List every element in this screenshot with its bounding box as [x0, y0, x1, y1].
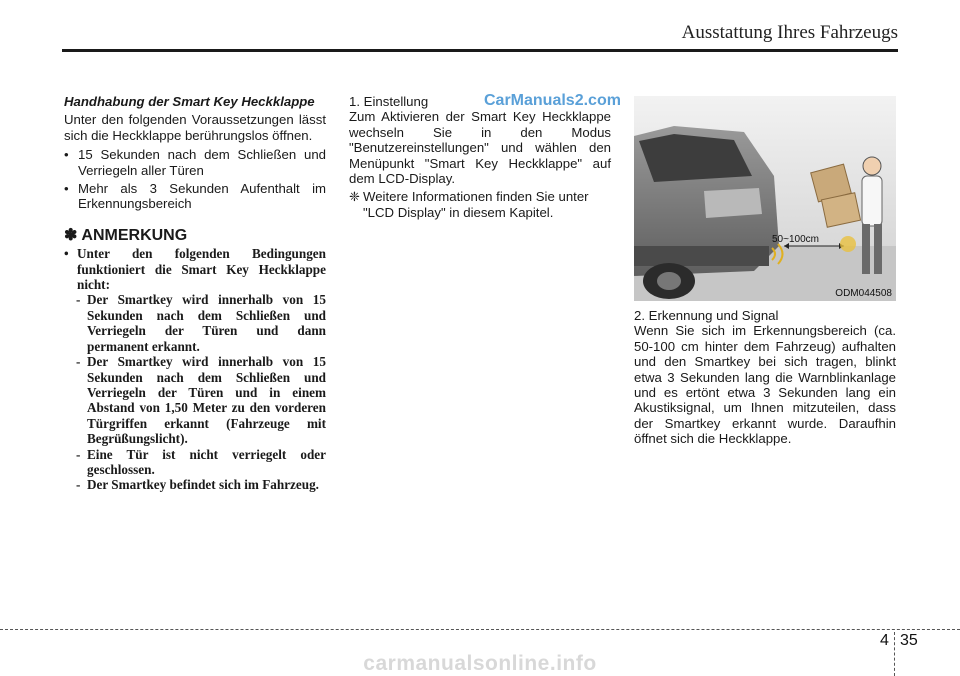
- note-item: - Der Smartkey befindet sich im Fahrzeug.: [76, 477, 319, 493]
- note-item: - Der Smartkey wird innerhalb von 15 Sekunden nach dem Schließen und Verriegeln der Türen und in einem Abstand von 1,50 Meter zu den vorderen Türgriffen erkannt (Fahrzeuge mit Begrüßungslicht).: [76, 354, 326, 447]
- step-title: 1. Einstellung: [349, 94, 429, 109]
- reference-icon: ❈: [349, 189, 361, 205]
- step-paragraph: Wenn Sie sich im Erkennungsbereich (ca. 50-100 cm hinter dem Fahrzeug) aufhalten und den Smartkey bei sich tragen, blinkt etwa 3 Sekunden lang die Warnblinkanlage und es ertönt etwa 3 Sekunden lang ein Akustiksignal, um Ihnen mitzuteilen, dass der Smartkey erkannt wurde. Daraufhin öffnet sich die Heckklappe.: [634, 323, 896, 447]
- note-body: [64, 246, 326, 493]
- distance-label: 50~100cm: [772, 234, 819, 245]
- figure-code: ODM044508: [835, 288, 892, 299]
- note-item: - Eine Tür ist nicht verriegelt oder geschlossen.: [76, 446, 326, 477]
- column-middle: [349, 94, 611, 220]
- page-number: 35: [900, 632, 918, 649]
- chapter-number: 4: [880, 632, 889, 649]
- step-paragraph: Zum Aktivieren der Smart Key Heckklappe wechseln Sie in den Modus "Benutzereinstellungen" und wählen den Menüpunkt "Smart Key Heckklappe" auf dem LCD-Display.: [349, 109, 611, 187]
- note-item-text: Der Smartkey wird innerhalb von 15 Sekunden nach dem Schließen und Verriegeln der Türen und dann permanent erkannt.: [87, 292, 326, 354]
- list-item: • 15 Sekunden nach dem Schließen und Verriegeln aller Türen: [64, 147, 326, 178]
- bullet-icon: •: [64, 246, 69, 262]
- reference-note: [349, 189, 611, 220]
- note-item-text: Eine Tür ist nicht verriegelt oder geschlossen.: [87, 446, 326, 477]
- watermark-link[interactable]: CarManuals2.com: [484, 92, 621, 109]
- asterisk-icon: ✽: [64, 226, 78, 244]
- note-item-text: Der Smartkey befindet sich im Fahrzeug.: [87, 477, 319, 493]
- conditions-list: [64, 147, 326, 212]
- tailgate-illustration: [634, 96, 896, 301]
- column-left: [64, 94, 326, 493]
- list-item: • Mehr als 3 Sekunden Aufenthalt im Erkennungsbereich: [64, 181, 326, 212]
- header-rule: [62, 49, 898, 52]
- note-heading: [64, 228, 326, 243]
- section-heading: Handhabung der Smart Key Heckklappe: [64, 94, 315, 109]
- step-title: 2. Erkennung und Signal: [634, 308, 779, 323]
- footer-rule: [0, 629, 960, 630]
- note-intro: Unter den folgenden Bedingungen funktioniert die Smart Key Heckklappe nicht:: [77, 246, 326, 293]
- note-title: ANMERKUNG: [81, 226, 188, 244]
- column-right: [634, 308, 896, 447]
- site-watermark: carmanualsonline.info: [363, 652, 597, 675]
- note-bullet: [64, 246, 326, 292]
- car-illustration: [634, 96, 896, 301]
- intro-paragraph: Unter den folgenden Voraussetzungen lässt sich die Heckklappe berührungslos öffnen.: [64, 112, 326, 143]
- note-item: - Der Smartkey wird innerhalb von 15 Sekunden nach dem Schließen und Verriegeln der Türen und dann permanent erkannt.: [76, 292, 326, 354]
- note-item-text: Der Smartkey wird innerhalb von 15 Sekunden nach dem Schließen und Verriegeln der Türen und in einem Abstand von 1,50 Meter zu den vorderen Türgriffen erkannt (Fahrzeuge mit Begrüßungslicht).: [87, 354, 326, 447]
- page-header-title: Ausstattung Ihres Fahrzeugs: [681, 22, 898, 43]
- reference-text: Weitere Informationen finden Sie unter "LCD Display" in diesem Kapitel.: [363, 189, 589, 220]
